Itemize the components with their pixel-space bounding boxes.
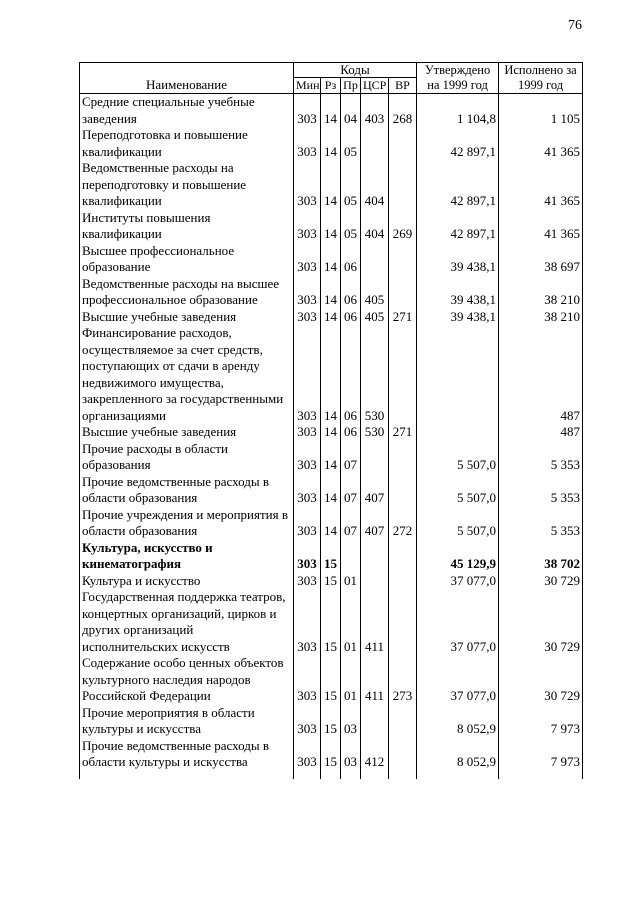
row-min: 303 — [294, 160, 321, 210]
row-rz: 15 — [321, 705, 341, 738]
row-approved: 39 438,1 — [417, 309, 499, 326]
row-rz: 14 — [321, 441, 341, 474]
row-approved: 1 104,8 — [417, 94, 499, 128]
row-name: Прочие ведомственные расходы в области культуры и искусства — [80, 738, 294, 779]
row-approved: 42 897,1 — [417, 210, 499, 243]
row-csr: 404 — [361, 160, 389, 210]
row-executed: 38 210 — [499, 276, 583, 309]
row-csr: 407 — [361, 507, 389, 540]
row-executed: 5 353 — [499, 474, 583, 507]
row-name: Прочие мероприятия в области культуры и искусства — [80, 705, 294, 738]
row-min: 303 — [294, 507, 321, 540]
table-row — [80, 127, 583, 160]
table-row — [80, 94, 583, 128]
row-name: Прочие расходы в области образования — [80, 441, 294, 474]
row-min: 303 — [294, 127, 321, 160]
row-name: Государственная поддержка театров, концертных организаций, цирков и других организаций исполнительских искусств — [80, 589, 294, 655]
row-min: 303 — [294, 276, 321, 309]
table-row — [80, 540, 583, 573]
row-csr — [361, 243, 389, 276]
row-rz: 15 — [321, 589, 341, 655]
row-csr — [361, 705, 389, 738]
row-csr: 403 — [361, 94, 389, 128]
row-min: 303 — [294, 309, 321, 326]
row-executed: 7 973 — [499, 738, 583, 779]
row-vr — [389, 276, 417, 309]
row-pr: 07 — [341, 441, 361, 474]
table-row — [80, 424, 583, 441]
row-csr: 530 — [361, 325, 389, 424]
row-csr: 405 — [361, 276, 389, 309]
row-rz: 14 — [321, 474, 341, 507]
row-min: 303 — [294, 210, 321, 243]
row-name: Высшие учебные заведения — [80, 309, 294, 326]
row-name: Культура и искусство — [80, 573, 294, 590]
row-executed: 7 973 — [499, 705, 583, 738]
row-vr — [389, 589, 417, 655]
row-pr: 07 — [341, 474, 361, 507]
row-rz: 14 — [321, 507, 341, 540]
row-pr: 06 — [341, 243, 361, 276]
row-csr — [361, 441, 389, 474]
header-name: Наименование — [80, 63, 294, 94]
table-row — [80, 325, 583, 424]
row-name: Высшие учебные заведения — [80, 424, 294, 441]
table-body — [80, 94, 583, 779]
row-executed: 487 — [499, 325, 583, 424]
row-vr — [389, 540, 417, 573]
row-name: Культура, искусство и кинематография — [80, 540, 294, 573]
row-executed: 487 — [499, 424, 583, 441]
row-executed: 30 729 — [499, 655, 583, 705]
row-rz: 14 — [321, 127, 341, 160]
row-executed: 1 105 — [499, 94, 583, 128]
row-min: 303 — [294, 655, 321, 705]
row-vr — [389, 705, 417, 738]
row-pr: 06 — [341, 325, 361, 424]
budget-table — [79, 62, 583, 779]
table-row — [80, 160, 583, 210]
row-rz: 14 — [321, 94, 341, 128]
row-min: 303 — [294, 424, 321, 441]
row-vr: 271 — [389, 309, 417, 326]
row-pr: 06 — [341, 309, 361, 326]
row-executed: 30 729 — [499, 573, 583, 590]
header-vr: ВР — [389, 78, 417, 94]
row-approved: 45 129,9 — [417, 540, 499, 573]
table-row — [80, 210, 583, 243]
table-row — [80, 738, 583, 779]
header-codes: Коды — [294, 63, 417, 78]
row-rz: 15 — [321, 655, 341, 705]
row-executed: 41 365 — [499, 210, 583, 243]
row-min: 303 — [294, 573, 321, 590]
row-vr: 269 — [389, 210, 417, 243]
row-executed: 41 365 — [499, 127, 583, 160]
row-vr — [389, 474, 417, 507]
row-name: Переподготовка и повышение квалификации — [80, 127, 294, 160]
row-min: 303 — [294, 325, 321, 424]
row-pr: 06 — [341, 276, 361, 309]
row-min: 303 — [294, 589, 321, 655]
row-pr: 04 — [341, 94, 361, 128]
header-approved: Утверждено на 1999 год — [417, 63, 499, 94]
row-vr — [389, 573, 417, 590]
table-row — [80, 309, 583, 326]
table-row — [80, 441, 583, 474]
row-approved: 5 507,0 — [417, 507, 499, 540]
row-csr — [361, 127, 389, 160]
row-name: Прочие учреждения и мероприятия в области образования — [80, 507, 294, 540]
row-approved: 42 897,1 — [417, 160, 499, 210]
row-min: 303 — [294, 540, 321, 573]
row-name: Высшее профессиональное образование — [80, 243, 294, 276]
row-min: 303 — [294, 474, 321, 507]
header-csr: ЦСР — [361, 78, 389, 94]
row-min: 303 — [294, 738, 321, 779]
row-pr: 05 — [341, 127, 361, 160]
row-csr: 411 — [361, 589, 389, 655]
row-csr: 404 — [361, 210, 389, 243]
row-pr — [341, 540, 361, 573]
row-executed: 38 702 — [499, 540, 583, 573]
table-row — [80, 474, 583, 507]
row-rz: 15 — [321, 573, 341, 590]
row-rz: 14 — [321, 325, 341, 424]
row-pr: 03 — [341, 705, 361, 738]
row-name: Прочие ведомственные расходы в области образования — [80, 474, 294, 507]
row-executed: 38 697 — [499, 243, 583, 276]
row-csr: 411 — [361, 655, 389, 705]
row-min: 303 — [294, 243, 321, 276]
table-row — [80, 243, 583, 276]
row-rz: 14 — [321, 243, 341, 276]
row-pr: 03 — [341, 738, 361, 779]
row-approved: 8 052,9 — [417, 705, 499, 738]
row-vr — [389, 738, 417, 779]
row-csr — [361, 540, 389, 573]
row-vr — [389, 160, 417, 210]
table-row — [80, 507, 583, 540]
row-vr: 268 — [389, 94, 417, 128]
row-pr: 06 — [341, 424, 361, 441]
row-pr: 07 — [341, 507, 361, 540]
row-executed: 41 365 — [499, 160, 583, 210]
row-csr: 407 — [361, 474, 389, 507]
header-min: Мин — [294, 78, 321, 94]
row-pr: 01 — [341, 589, 361, 655]
row-approved: 5 507,0 — [417, 474, 499, 507]
row-approved — [417, 424, 499, 441]
row-approved: 39 438,1 — [417, 243, 499, 276]
row-name: Ведомственные расходы на переподготовку и повышение квалификации — [80, 160, 294, 210]
row-rz: 14 — [321, 309, 341, 326]
row-approved: 8 052,9 — [417, 738, 499, 779]
row-min: 303 — [294, 441, 321, 474]
row-name: Финансирование расходов, осуществляемое за счет средств, поступающих от сдачи в аренду недвижимого имущества, закрепленного за государственными организациями — [80, 325, 294, 424]
row-approved: 37 077,0 — [417, 655, 499, 705]
row-executed: 5 353 — [499, 507, 583, 540]
row-min: 303 — [294, 705, 321, 738]
table-row — [80, 655, 583, 705]
row-vr — [389, 127, 417, 160]
row-pr: 01 — [341, 655, 361, 705]
row-csr: 412 — [361, 738, 389, 779]
row-approved: 5 507,0 — [417, 441, 499, 474]
row-min: 303 — [294, 94, 321, 128]
row-csr: 530 — [361, 424, 389, 441]
row-pr: 05 — [341, 160, 361, 210]
row-approved: 39 438,1 — [417, 276, 499, 309]
row-executed: 38 210 — [499, 309, 583, 326]
row-executed: 30 729 — [499, 589, 583, 655]
table-row — [80, 705, 583, 738]
page-number: 76 — [568, 18, 582, 33]
table-row — [80, 589, 583, 655]
row-vr — [389, 243, 417, 276]
row-name: Ведомственные расходы на высшее профессиональное образование — [80, 276, 294, 309]
row-approved: 37 077,0 — [417, 573, 499, 590]
table-row — [80, 276, 583, 309]
row-rz: 14 — [321, 160, 341, 210]
row-vr: 272 — [389, 507, 417, 540]
row-rz: 15 — [321, 738, 341, 779]
row-executed: 5 353 — [499, 441, 583, 474]
header-pr: Пр — [341, 78, 361, 94]
row-vr: 273 — [389, 655, 417, 705]
row-rz: 14 — [321, 276, 341, 309]
row-approved — [417, 325, 499, 424]
header-executed: Исполнено за 1999 год — [499, 63, 583, 94]
row-approved: 42 897,1 — [417, 127, 499, 160]
row-csr — [361, 573, 389, 590]
row-rz: 15 — [321, 540, 341, 573]
row-name: Средние специальные учебные заведения — [80, 94, 294, 128]
row-rz: 14 — [321, 424, 341, 441]
row-pr: 01 — [341, 573, 361, 590]
header-rz: Рз — [321, 78, 341, 94]
row-approved: 37 077,0 — [417, 589, 499, 655]
row-pr: 05 — [341, 210, 361, 243]
row-name: Содержание особо ценных объектов культурного наследия народов Российской Федерации — [80, 655, 294, 705]
row-vr — [389, 441, 417, 474]
row-rz: 14 — [321, 210, 341, 243]
row-vr: 271 — [389, 424, 417, 441]
row-vr — [389, 325, 417, 424]
table-row — [80, 573, 583, 590]
row-name: Институты повышения квалификации — [80, 210, 294, 243]
row-csr: 405 — [361, 309, 389, 326]
